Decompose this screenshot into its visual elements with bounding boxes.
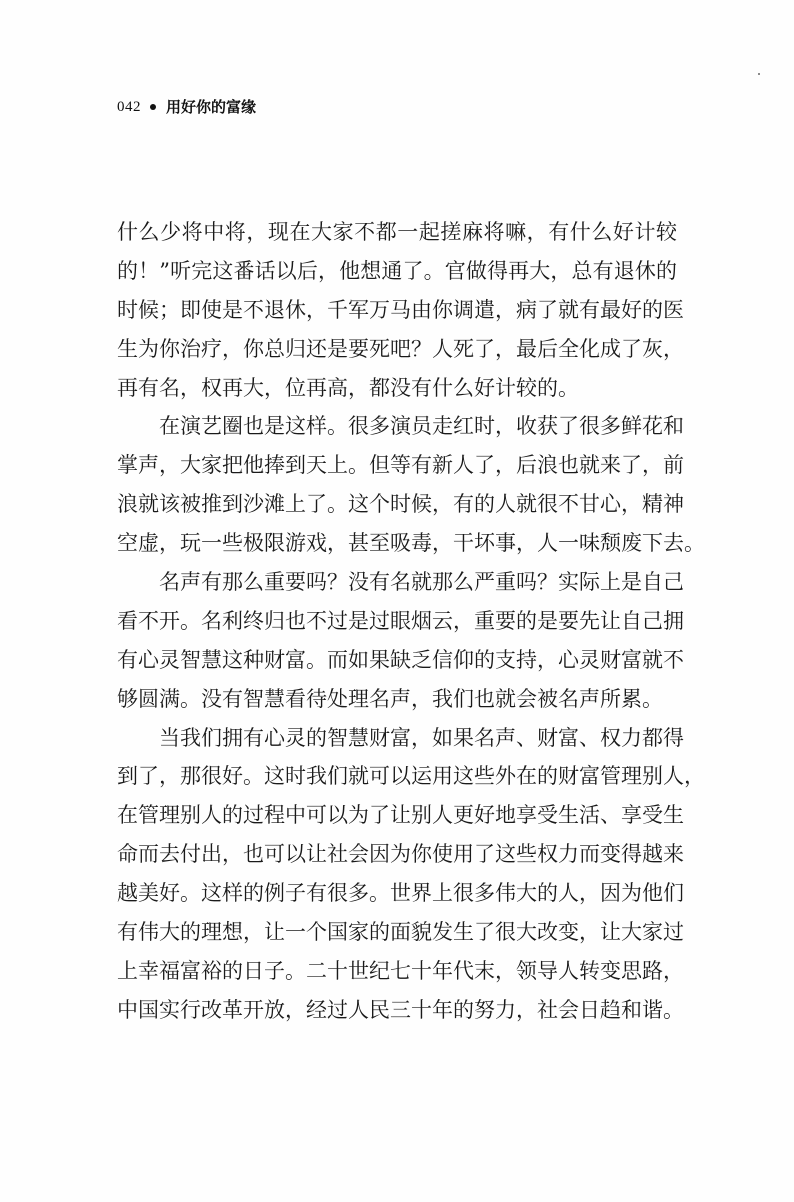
text-line: 有心灵智慧这种财富。而如果缺乏信仰的支持，心灵财富就不 (117, 647, 684, 672)
page-number: 042 (117, 99, 141, 115)
text-line: 到了，那很好。这时我们就可以运用这些外在的财富管理别人， (117, 764, 705, 789)
text-line: 生为你治疗，你总归还是要死吧？人死了，最后全化成了灰， (117, 336, 684, 361)
text-line: 上幸福富裕的日子。二十世纪七十年代末，领导人转变思路， (117, 958, 684, 983)
text-line: 有伟大的理想，让一个国家的面貌发生了很大改变，让大家过 (117, 920, 684, 945)
text-line: 命而去付出，也可以让社会因为你使用了这些权力而变得越来 (117, 842, 684, 867)
text-line: 的！”听完这番话以后，他想通了。官做得再大，总有退休的 (117, 258, 677, 283)
text-line: 越美好。这样的例子有很多。世界上很多伟大的人，因为他们 (117, 881, 684, 906)
scan-speck (758, 73, 760, 75)
text-line: 在管理别人的过程中可以为了让别人更好地享受生活、享受生 (117, 803, 684, 828)
bullet-separator (150, 104, 156, 110)
text-line: 名声有那么重要吗？没有名就那么严重吗？实际上是自己 (159, 570, 684, 595)
book-title: 用好你的富缘 (166, 98, 257, 116)
text-line: 空虚，玩一些极限游戏，甚至吸毒，干坏事，人一味颓废下去。 (117, 531, 705, 556)
running-head (117, 96, 256, 118)
text-line: 看不开。名利终归也不过是过眼烟云，重要的是要先让自己拥 (117, 608, 684, 633)
text-line: 在演艺圈也是这样。很多演员走红时，收获了很多鲜花和 (159, 414, 684, 439)
text-line: 时候；即使是不退休，千军万马由你调遣，病了就有最好的医 (117, 297, 684, 322)
text-line: 中国实行改革开放，经过人民三十年的努力，社会日趋和谐。 (117, 997, 684, 1022)
body-text (117, 213, 705, 1030)
text-line: 当我们拥有心灵的智慧财富，如果名声、财富、权力都得 (159, 725, 684, 750)
text-line: 再有名，权再大，位再高，都没有什么好计较的。 (117, 375, 579, 400)
text-line: 什么少将中将，现在大家不都一起搓麻将嘛，有什么好计较 (117, 220, 677, 244)
text-line: 够圆满。没有智慧看待处理名声，我们也就会被名声所累。 (117, 686, 663, 711)
text-line: 浪就该被推到沙滩上了。这个时候，有的人就很不甘心，精神 (117, 492, 684, 517)
text-line: 掌声，大家把他捧到天上。但等有新人了，后浪也就来了，前 (117, 453, 684, 478)
